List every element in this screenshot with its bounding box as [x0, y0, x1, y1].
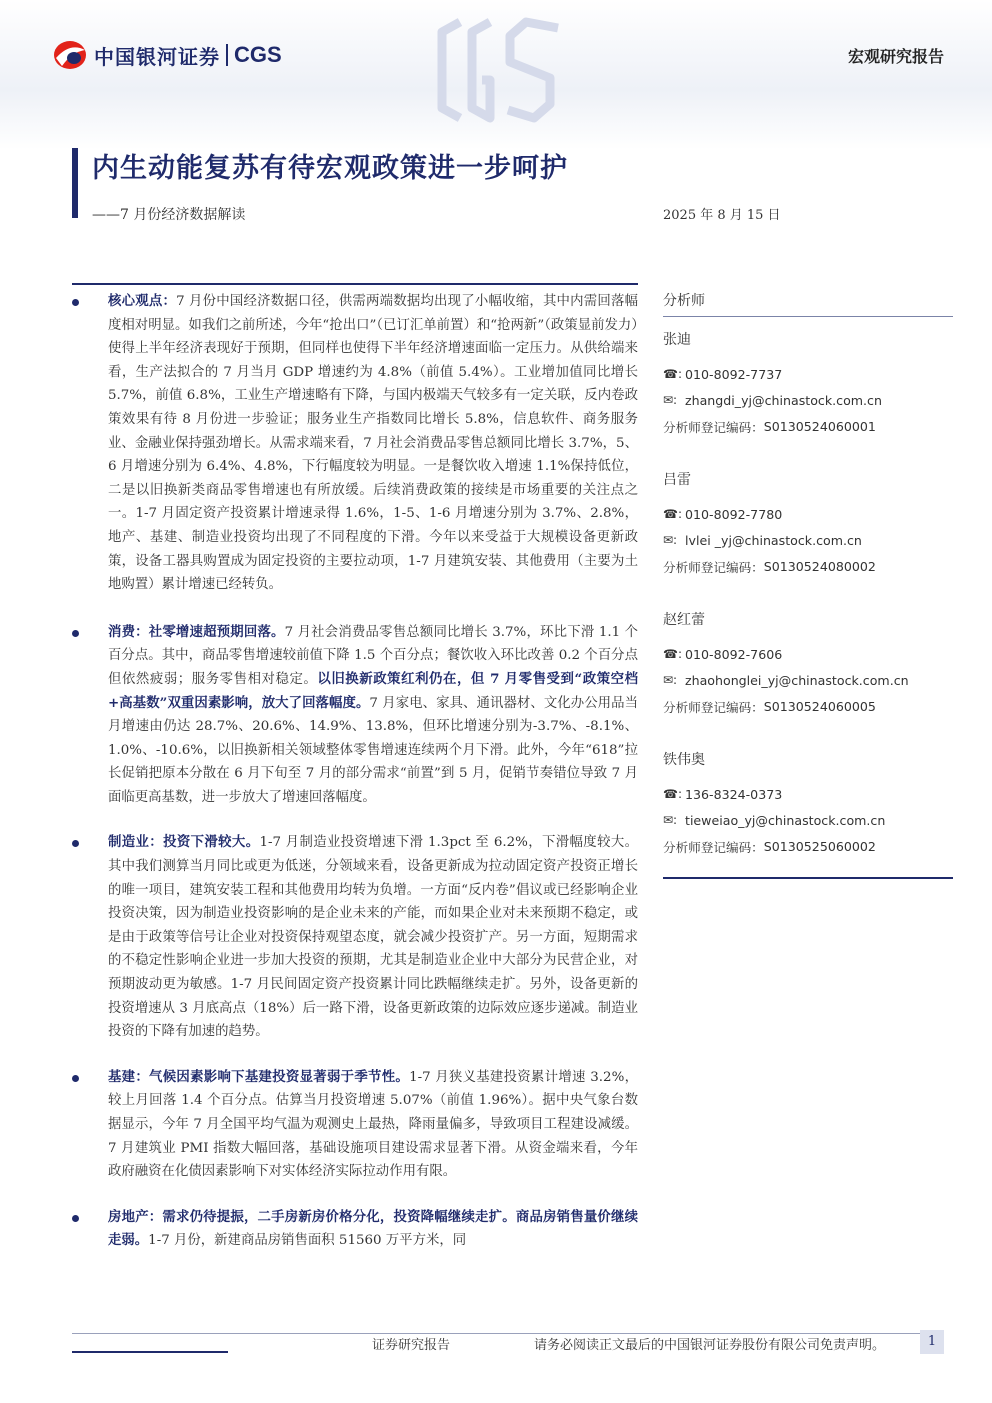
- analyst-phone-row: [663, 641, 953, 667]
- analyst-license: S0130524060005: [763, 698, 876, 714]
- key-point-paragraph: [72, 621, 638, 810]
- body-text: 7 月社会消费品零售总额同比增长 3.7%，环比下滑 1.1 个百分点。其中，商品零售增速较前值下降 1.5 个百分点；餐饮收入环比改善 0.2 个百分点但依然疲弱；服务零售相对稳定。: [108, 624, 638, 687]
- envelope-icon: ✉:: [663, 673, 678, 687]
- title-accent-bar: [72, 148, 78, 218]
- analyst-license: S0130525060002: [763, 838, 876, 854]
- analyst-license-row: [663, 693, 953, 719]
- envelope-icon: ✉:: [663, 393, 678, 407]
- analyst-license-label: 分析师登记编码：: [663, 559, 764, 575]
- paragraph-gap: [72, 1044, 638, 1066]
- analyst-license-row: [663, 833, 953, 859]
- analyst-phone: 010-8092-7606: [685, 646, 783, 662]
- analyst-sidebar: [663, 290, 953, 889]
- analyst-email-row: [663, 527, 953, 553]
- footer-disclaimer: 请务必阅读正文最后的中国银河证券股份有限公司免责声明。: [534, 1338, 886, 1353]
- analyst-name: 赵红蕾: [663, 612, 705, 628]
- analyst-name: 张迪: [663, 332, 691, 348]
- paragraph-lead: 消费：社零增速超预期回落。: [108, 623, 285, 640]
- body-text: 1-7 月制造业投资增速下滑 1.3pct 至 6.2%，下滑幅度较大。其中我们测算当月同比或更为低迷，分领域来看，设备更新成为拉动固定资产投资正增长的唯一项目，建筑安装工程和其他费用均转为负增。一方面“反内卷”倡议或已经影响企业投资决策，因为制造业投资影响的是企业未来的产能，而如果企业对未来预期不稳定，或是由于政策等信号让企业对投资保持观望态度，就会减少投资扩产。另一方面，短期需求的不稳定性影响企业进一步加大投资的预期，尤其是制造业企业中大部分为民营企业，对预期波动更为敏感。1-7 月民间固定资产投资累计同比跌幅继续走扩。另外，设备更新的投资增速从 3 月底高点（18%）后一路下滑，设备更新政策的边际效应逐步递减。制造业投资的下降有加速的趋势。: [108, 835, 639, 1040]
- report-subtitle: ——7 月份经济数据解读: [92, 207, 246, 223]
- analyst-license-row: [663, 413, 953, 439]
- analyst-list: [663, 329, 953, 859]
- analyst-phone: 010-8092-7780: [685, 506, 783, 522]
- analyst-heading: 分析师: [663, 293, 705, 309]
- analyst-card: [663, 469, 953, 579]
- main-column-rule: [72, 283, 638, 285]
- analyst-phone: 136-8324-0373: [685, 786, 783, 802]
- bullet-icon: [72, 840, 79, 847]
- key-point-paragraph: [72, 1206, 638, 1253]
- logo-separator: [226, 44, 228, 66]
- analyst-card: [663, 749, 953, 859]
- phone-icon: ☎:: [663, 787, 682, 801]
- paragraph-gap: [72, 1184, 638, 1206]
- analyst-phone-row: [663, 361, 953, 387]
- analyst-email-row: [663, 667, 953, 693]
- report-title: 内生动能复苏有待宏观政策进一步呵护: [92, 153, 568, 184]
- analyst-license-label: 分析师登记编码：: [663, 839, 764, 855]
- body-text: 7 月家电、家具、通讯器材、文化办公用品当月增速由仍达 28.7%、20.6%、14.9%、13.8%，但环比增速分别为-3.7%、-8.1%、1.0%、-10.6%，以旧换新相关领域整体零售增速连续两个月下滑。此外，今年“618”拉长促销把原本分散在 6 月下旬至 7 月的部分需求“前置”到 5 月，促销节奏错位导致 7 月面临更高基数，进一步放大了增速回落幅度。: [108, 695, 639, 805]
- paragraph-lead: 核心观点：: [108, 293, 177, 309]
- analyst-email-row: [663, 807, 953, 833]
- analyst-email[interactable]: lvlei _yj@chinastock.com.cn: [685, 532, 862, 548]
- body-text: 1-7 月份，新建商品房销售面积 51560 万平方米，同: [148, 1233, 467, 1249]
- analyst-license: S0130524060001: [763, 418, 876, 434]
- paragraph-gap: [72, 597, 638, 621]
- analyst-phone-row: [663, 501, 953, 527]
- emphasis-text: 商品房销售量价继续走弱。: [108, 1208, 639, 1249]
- bullet-icon: [72, 299, 79, 306]
- analyst-phone-row: [663, 781, 953, 807]
- analyst-phone: 010-8092-7737: [685, 366, 783, 382]
- analyst-email-row: [663, 387, 953, 413]
- phone-icon: ☎:: [663, 507, 682, 521]
- logo-chinese-name: 中国银河证券: [94, 44, 220, 69]
- cgs-watermark-logo: [430, 10, 570, 130]
- envelope-icon: ✉:: [663, 533, 678, 547]
- company-logo: [52, 38, 282, 72]
- paragraph-gap: [72, 809, 638, 831]
- analyst-email[interactable]: tieweiao_yj@chinastock.com.cn: [685, 812, 886, 828]
- phone-icon: ☎:: [663, 647, 682, 661]
- bullet-icon: [72, 1075, 79, 1082]
- analyst-license-row: [663, 553, 953, 579]
- analyst-name: 吕雷: [663, 472, 691, 488]
- galaxy-logo-icon: [52, 38, 88, 72]
- bullet-icon: [72, 1215, 79, 1222]
- analyst-heading-rule: [663, 316, 953, 317]
- logo-english-name: CGS: [234, 42, 282, 67]
- paragraph-lead: 基建：气候因素影响下基建投资显著弱于季节性。: [108, 1068, 410, 1085]
- analyst-license: S0130524080002: [763, 558, 876, 574]
- phone-icon: ☎:: [663, 367, 682, 381]
- footer-accent-rule: [72, 1351, 228, 1353]
- analyst-email[interactable]: zhaohonglei_yj@chinastock.com.cn: [685, 672, 909, 688]
- analyst-name: 铁伟奥: [663, 752, 705, 768]
- key-point-paragraph: [72, 290, 638, 597]
- report-type-label: 宏观研究报告: [847, 47, 944, 66]
- body-text: 1-7 月狭义基建投资累计增速 3.2%，较上月回落 1.4 个百分点。估算当月投资增速 5.07%（前值 1.96%）。据中央气象台数据显示，今年 7 月全国平均气温为观测史上最热，降雨量偏多，导致项目工程建设减缓。7 月建筑业 PMI 指数大幅回落，基础设施项目建设需求显著下滑。从资金端来看，今年政府融资在化债因素影响下对实体经济实际拉动作用有限。: [108, 1069, 638, 1180]
- key-point-paragraph: [72, 1066, 638, 1184]
- analyst-email[interactable]: zhangdi_yj@chinastock.com.cn: [685, 392, 882, 408]
- analyst-card: [663, 329, 953, 439]
- envelope-icon: ✉:: [663, 813, 678, 827]
- analyst-license-label: 分析师登记编码：: [663, 699, 764, 715]
- sidebar-bottom-rule: [663, 877, 953, 879]
- emphasis-text: 以旧换新政策红利仍在，但 7 月零售受到“政策空档+高基数”双重因素影响，放大了回落幅度。: [108, 670, 639, 711]
- body-text: 7 月份中国经济数据口径，供需两端数据均出现了小幅收缩，其中内需回落幅度相对明显。如我们之前所述，今年“抢出口”（已订汇单前置）和“抢两新”（政策显前发力）使得上半年经济表现好于预期，但同样也使得下半年经济增速面临一定压力。从供给端来看，生产法拟合的 7 月当月 GDP 增速约为 4.8%（前值 5.4%）。工业增加值同比增长 5.7%，前值 6.8%，工业生产增速略有下降，与国内极端天气较多有一定关联，反内卷政策效果有待 8 月份进一步验证；服务业生产指数同比增长 5.8%，信息软件、商务服务业、金融业保持强劲增长。从需求端来看，7 月社会消费品零售总额同比增长 3.7%，5、6 月增速分别为 6.4%、4.8%，下行幅度较为明显。一是餐饮收入增速 1.1%保持低位，二是以旧换新类商品零售增速也有所放缓。后续消费政策的接续是市场重要的关注点之一。1-7 月固定资产投资累计增速录得 1.6%，1-5、1-6 月增速分别为 3.7%、2.8%，地产、基建、制造业投资均出现了不同程度的下滑。今年以来受益于大规模设备更新政策，设备工器具购置成为固定投资的主要拉动项，1-7 月建筑安装、其他费用（主要为土地购置）累计增速已经转负。: [108, 294, 638, 593]
- paragraph-lead: 房地产：需求仍待提振，二手房新房价格分化，投资降幅继续走扩。: [108, 1208, 516, 1225]
- key-point-paragraph: [72, 831, 638, 1043]
- bullet-icon: [72, 630, 79, 637]
- paragraph-lead: 制造业：投资下滑较大。: [108, 834, 260, 851]
- report-date: 2025 年 8 月 15 日: [663, 208, 781, 223]
- footer-report-label: 证券研究报告: [372, 1338, 451, 1353]
- analyst-license-label: 分析师登记编码：: [663, 419, 764, 435]
- page-number: 1: [920, 1330, 944, 1354]
- main-content: [72, 290, 638, 1253]
- analyst-card: [663, 609, 953, 719]
